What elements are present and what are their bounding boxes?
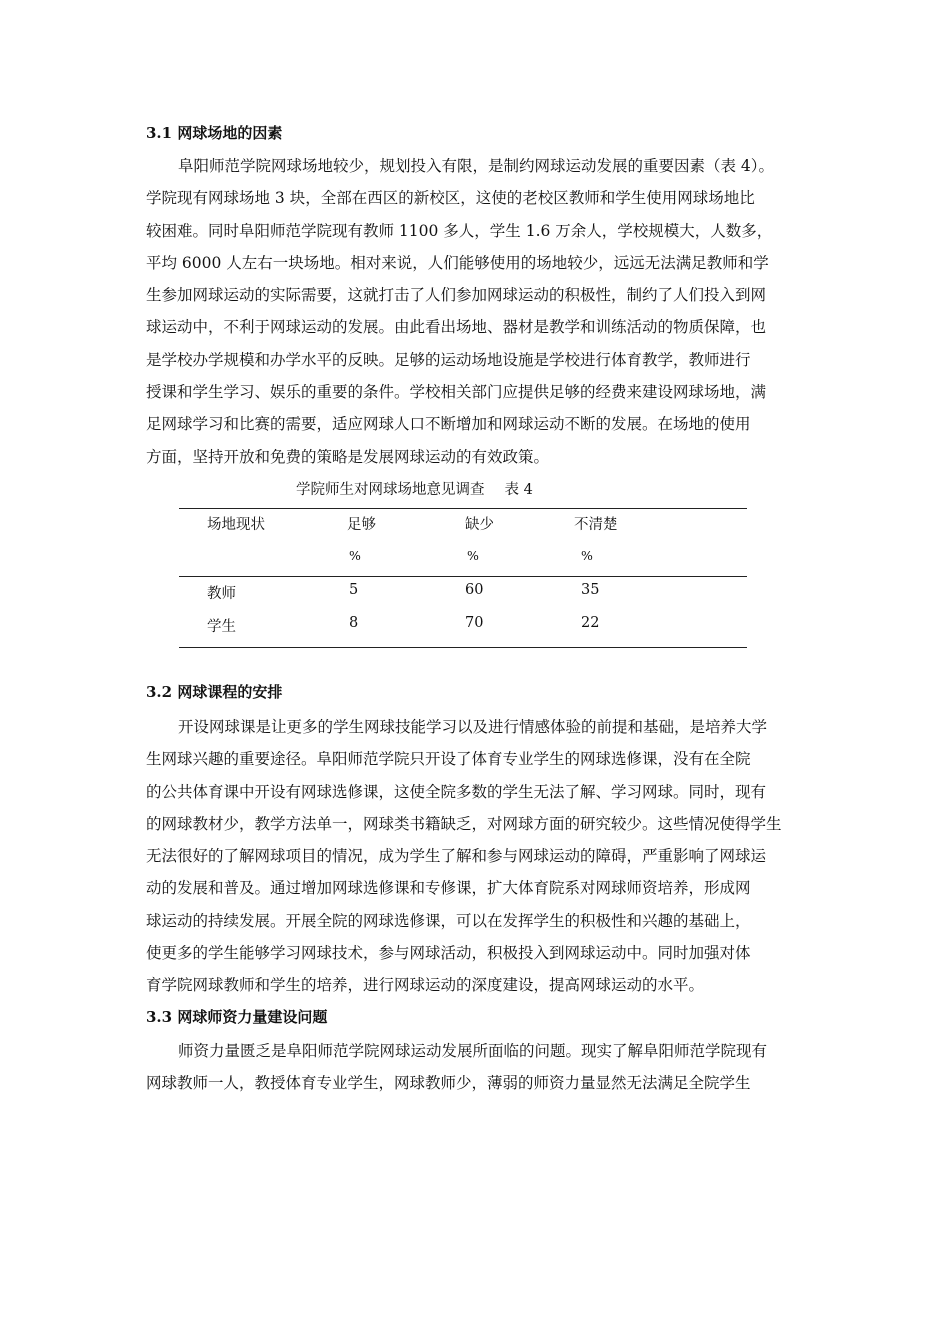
table-header-cell: 足够 xyxy=(347,516,376,533)
table-cell: 8 xyxy=(349,614,359,631)
section-heading: 3.3 网球师资力量建设问题 xyxy=(146,1007,328,1026)
paragraph-line: 生网球兴趣的重要途径。阜阳师范学院只开设了体育专业学生的网球选修课，没有在全院 xyxy=(146,750,751,769)
table-cell: 70 xyxy=(465,614,484,631)
table-caption-label: 表 4 xyxy=(504,481,533,498)
table-header-cell: 不清楚 xyxy=(574,516,618,533)
paragraph-line: 是学校办学规模和办学水平的反映。足够的运动场地设施是学校进行体育教学，教师进行 xyxy=(146,350,751,369)
table-cell: 35 xyxy=(581,581,600,598)
paragraph xyxy=(146,150,810,473)
table-row-label: 学生 xyxy=(207,618,236,635)
table-cell: 60 xyxy=(465,581,484,598)
paragraph-line: 足网球学习和比赛的需要，适应网球人口不断增加和网球运动不断的发展。在场地的使用 xyxy=(146,415,751,434)
paragraph-line: 开设网球课是让更多的学生网球技能学习以及进行情感体验的前提和基础，是培养大学 xyxy=(178,717,768,736)
paragraph-line: 生参加网球运动的实际需要，这就打击了人们参加网球运动的积极性，制约了人们投入到网 xyxy=(146,286,767,305)
paragraph-line: 育学院网球教师和学生的培养，进行网球运动的深度建设，提高网球运动的水平。 xyxy=(146,976,705,995)
table-unit-cell: % xyxy=(467,547,479,563)
paragraph-line: 球运动的持续发展。开展全院的网球选修课，可以在发挥学生的积极性和兴趣的基础上， xyxy=(146,911,751,930)
paragraph-line: 动的发展和普及。通过增加网球选修课和专修课，扩大体育院系对网球师资培养，形成网 xyxy=(146,879,751,898)
paragraph-line: 授课和学生学习、娱乐的重要的条件。学校相关部门应提供足够的经费来建设网球场地，满 xyxy=(146,383,767,402)
paragraph-line: 的网球教材少，教学方法单一，网球类书籍缺乏，对网球方面的研究较少。这些情况使得学生 xyxy=(146,814,782,833)
paragraph-line: 无法很好的了解网球项目的情况，成为学生了解和参与网球运动的障碍，严重影响了网球运 xyxy=(146,847,767,866)
paragraph-line: 方面，坚持开放和免费的策略是发展网球运动的有效政策。 xyxy=(146,447,550,466)
paragraph-line: 的公共体育课中开设有网球选修课，这使全院多数的学生无法了解、学习网球。同时，现有 xyxy=(146,782,767,801)
table-caption xyxy=(296,479,810,501)
paragraph-line: 学院现有网球场地 3 块，全部在西区的新校区，这使的老校区教师和学生使用网球场地比 xyxy=(146,189,755,208)
paragraph xyxy=(146,1035,810,1100)
table-unit-cell: % xyxy=(581,547,593,563)
paragraph-line: 平均 6000 人左右一块场地。相对来说，人们能够使用的场地较少，远远无法满足教师和学 xyxy=(146,253,769,272)
paragraph xyxy=(146,711,810,1002)
paragraph-line: 使更多的学生能够学习网球技术，参与网球活动，积极投入到网球运动中。同时加强对体 xyxy=(146,944,751,963)
paragraph-line: 阜阳师范学院网球场地较少，规划投入有限，是制约网球运动发展的重要因素（表 4）。 xyxy=(178,157,775,175)
table-header-cell: 缺少 xyxy=(465,516,494,533)
section-heading: 3.2 网球课程的安排 xyxy=(146,682,283,701)
document-page xyxy=(146,118,810,1099)
table-cell: 5 xyxy=(349,581,359,598)
table-divider xyxy=(179,576,747,577)
table-caption-title: 学院师生对网球场地意见调查 xyxy=(296,481,485,498)
section-heading: 3.1 网球场地的因素 xyxy=(146,124,283,142)
paragraph-line: 网球教师一人，教授体育专业学生，网球教师少，薄弱的师资力量显然无法满足全院学生 xyxy=(146,1073,751,1092)
paragraph-line: 球运动中，不利于网球运动的发展。由此看出场地、器材是教学和训练活动的物质保障，也 xyxy=(146,318,767,337)
paragraph-line: 师资力量匮乏是阜阳师范学院网球运动发展所面临的问题。现实了解阜阳师范学院现有 xyxy=(178,1041,768,1060)
table-row-label: 教师 xyxy=(207,585,236,602)
table-cell: 22 xyxy=(581,614,600,631)
survey-table xyxy=(179,508,747,648)
paragraph-line: 较困难。同时阜阳师范学院现有教师 1100 多人，学生 1.6 万余人，学校规模大，人数多， xyxy=(146,221,773,240)
table-header-cell: 场地现状 xyxy=(207,516,265,533)
table-unit-cell: % xyxy=(349,547,361,563)
